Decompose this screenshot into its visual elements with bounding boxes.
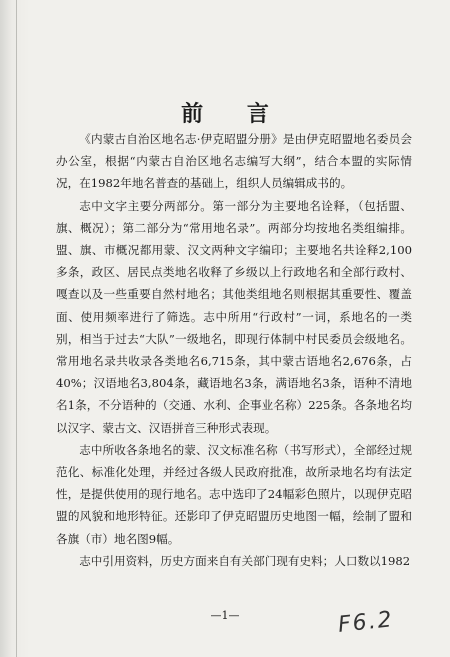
paragraph-3: 志中所收各条地名的蒙、汉文标准名称（书写形式），全部经过规范化、标准化处理，并经过各级人民政府批准，故所录地名均有法定性，是提供使用的现行地名。志中选印了24幅彩色照片，以现伊克昭盟的风貌和地形特征。还影印了伊克昭盟历史地图一幅，绘制了盟和各旗（市）地名图9幅。 (56, 442, 412, 546)
document-body (56, 128, 412, 572)
page-title: 前 言 (181, 101, 287, 127)
handwritten-mark: F6.2 (336, 607, 395, 638)
page-number: —1— (210, 609, 240, 622)
paragraph-2: 志中文字主要分两部分。第一部分为主要地名诠释，（包括盟、旗、概况）；第二部分为“常用地名录”。两部分均按地名类组编排。盟、旗、市概况都用蒙、汉文两种文字编印；主要地名共诠释2,100多条，政区、居民点类地名收释了乡级以上行政地名和全部行政村、嘎查以及一些重要自然村地名；其他类组地名则根据其重要性、覆盖面、使用频率进行了筛选。志中所用“行政村”一词，系地名的一类别，相当于过去“大队”一级地名，即现行体制中村民委员会级地名。常用地名录共收录各类地名6,715条，其中蒙古语地名2,676条，占40%；汉语地名3,804条，藏语地名3条，满语地名3条，语种不清地名1条，不分语种的（交通、水利、企事业名称）225条。各条地名均以汉字、蒙古文、汉语拼音三种形式表现。 (56, 198, 412, 435)
paragraph-1: 《内蒙古自治区地名志·伊克昭盟分册》是由伊克昭盟地名委员会办公室，根据“内蒙古自治区地名志编写大纲”，结合本盟的实际情况，在1982年地名普查的基础上，组织人员编辑成书的。 (56, 132, 412, 191)
paragraph-4: 志中引用资料，历史方面来自有关部门现有史料；人口数以1982 (79, 553, 411, 568)
